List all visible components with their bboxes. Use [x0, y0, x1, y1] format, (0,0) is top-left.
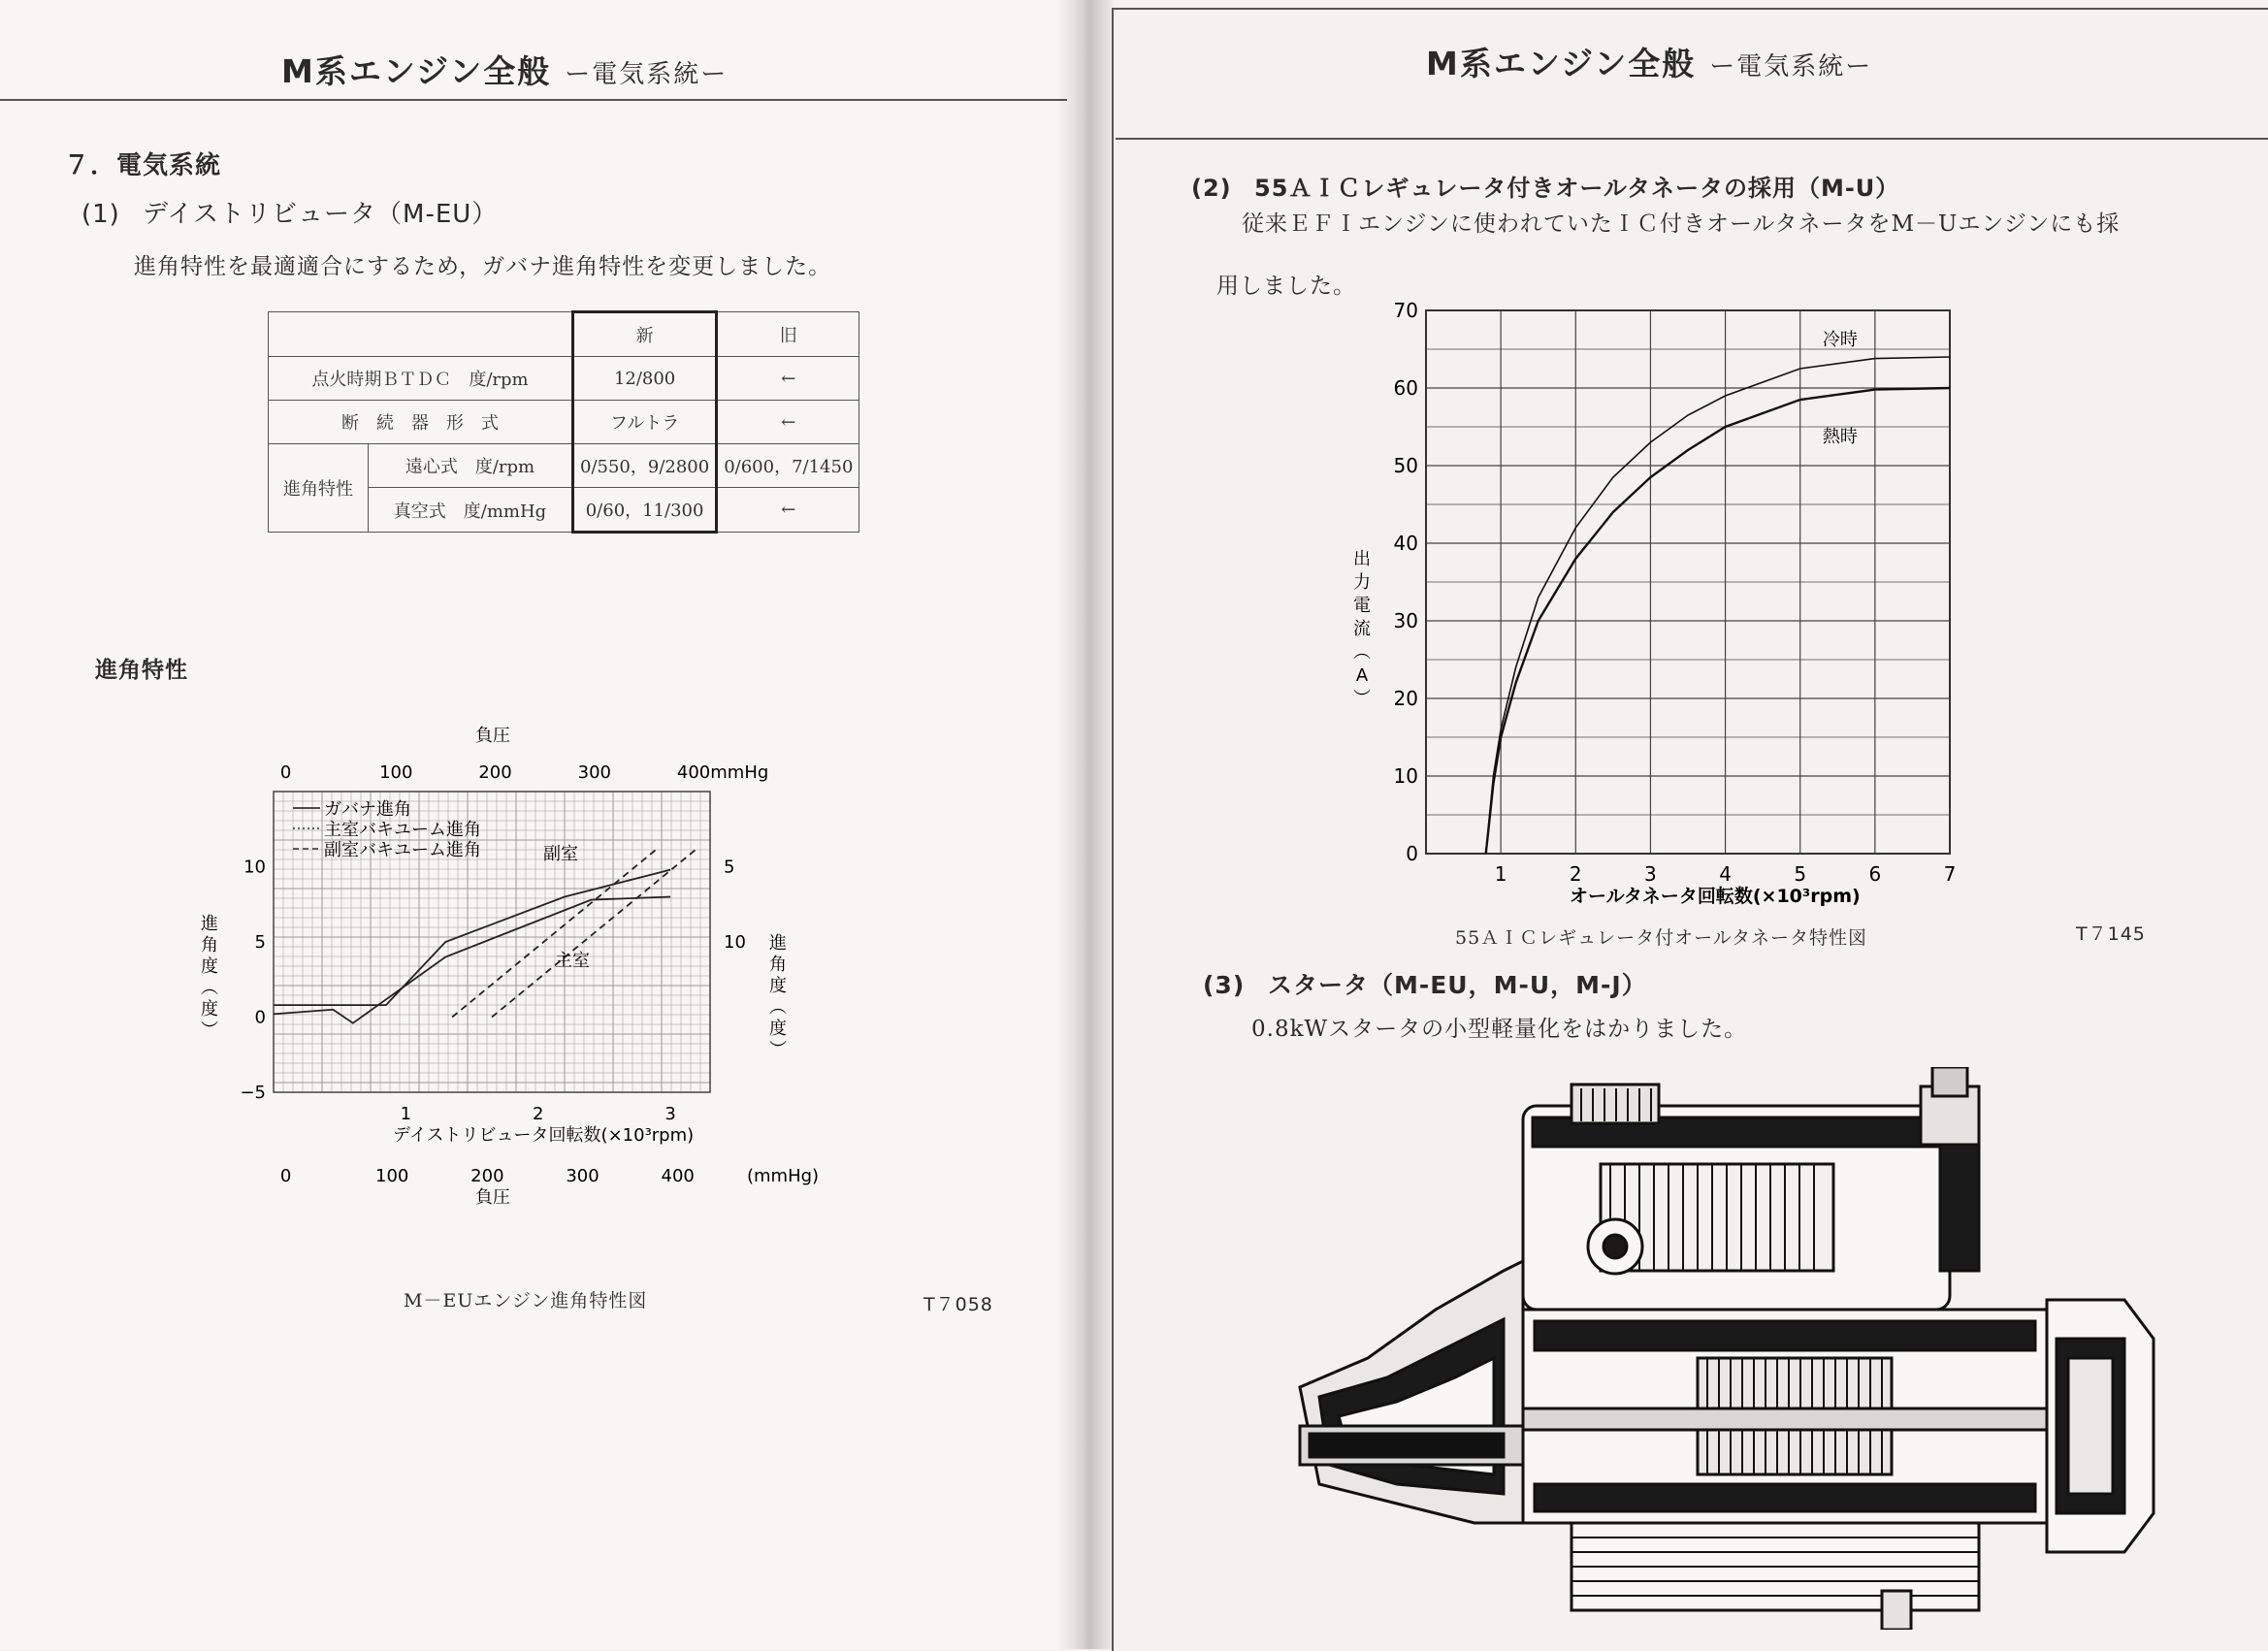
spec-table [268, 310, 859, 534]
bottom-tick-label: 0 [279, 1166, 292, 1186]
x-tick-label: 2 [1569, 862, 1582, 886]
x-tick-label: 2 [533, 1104, 544, 1124]
legend-sub-vacuum: 副室バキユーム進角 [324, 840, 481, 860]
y-left-label-vertical-char: 進 [201, 914, 218, 934]
bottom-tick-label: 200 [470, 1166, 504, 1186]
table-row [269, 401, 859, 444]
header-subtitle: ー電気系統ー [1709, 52, 1873, 81]
y-right-label-vertical-char: ︶ [769, 1040, 787, 1060]
y-tick-label: 30 [1393, 609, 1418, 632]
y-right-tick-label: 5 [724, 857, 735, 878]
cell-old: 0/600，7/1450 [717, 444, 859, 488]
y-tick-label: 10 [1393, 764, 1418, 788]
x-axis-label: デイストリビュータ回転数(×10³rpm) [393, 1125, 695, 1146]
table-row [269, 357, 859, 401]
subsection-number: (1) [81, 200, 120, 229]
x-tick-label: 6 [1868, 862, 1882, 886]
cell-old: ← [717, 488, 859, 533]
alternator-chart [1319, 301, 2095, 922]
header-title: M系エンジン全般 [281, 52, 552, 90]
header-rule [0, 99, 1067, 101]
subsection3-title: スタータ（M-EU，M-U，M-J） [1267, 971, 1647, 999]
chart-ticks [240, 762, 768, 1186]
x-tick-label: 5 [1794, 862, 1807, 886]
y-axis-label-vertical-char: 電 [1353, 596, 1371, 616]
subsection2-number: (2) [1191, 175, 1232, 202]
y-axis-label-vertical-char: ︶ [1353, 689, 1371, 709]
cell-new: フルトラ [573, 401, 717, 444]
section-title: ７．電気系統 [64, 151, 222, 180]
advance-chart [184, 718, 844, 1232]
top-tick-label: 100 [379, 762, 413, 783]
top-tick-label: 400mmHg [676, 762, 769, 783]
y-right-tick-label: 10 [724, 932, 746, 953]
row-label: 遠心式 度/rpm [369, 444, 573, 488]
top-tick-label: 200 [478, 762, 512, 783]
header-title: M系エンジン全般 [1426, 45, 1697, 82]
y-right-label-vertical-char: ︵ [769, 997, 787, 1018]
page-header [281, 47, 728, 92]
y-left-label-vertical-char: ︶ [201, 1020, 218, 1041]
top-tick-label: 300 [577, 762, 611, 783]
y-tick-label: 0 [1406, 842, 1418, 865]
subsection-heading [81, 194, 498, 230]
x-tick-label: 7 [1943, 862, 1957, 886]
x-tick-label: 1 [400, 1104, 412, 1124]
series-label-0: 冷時 [1822, 330, 1858, 350]
y-left-label-vertical [201, 914, 218, 1041]
y-left-label-vertical-char: ︵ [201, 978, 218, 998]
col-header-old: 旧 [717, 312, 859, 357]
y-left-label-vertical-char: 度 [201, 999, 218, 1020]
chart-grid [1426, 310, 1950, 854]
annotation-main-chamber: 主室 [555, 951, 590, 971]
y-axis-label-vertical-char: 流 [1353, 619, 1371, 639]
subsection2-title: 55ＡＩＣレギュレータ付きオールタネータの採用（M-U） [1254, 175, 1900, 202]
y-right-label-vertical-char: 角 [769, 955, 787, 975]
annotation-sub-chamber: 副室 [543, 844, 578, 864]
y-left-tick-label: 5 [254, 932, 266, 953]
x-tick-label: 1 [1494, 862, 1507, 886]
bottom-axis2-label: 負圧 [475, 1187, 510, 1208]
y-right-label-vertical-char: 度 [769, 976, 787, 996]
header-rule [1116, 138, 2268, 140]
right-page [1077, 0, 2268, 1649]
row-group-label: 進角特性 [269, 444, 369, 533]
table-row [269, 444, 859, 488]
y-axis-label-vertical-char: A [1355, 665, 1369, 686]
chart-caption: 55ＡＩＣレギュレータ付オールタネータ特性図 [1455, 927, 1868, 949]
y-right-label-vertical [769, 933, 787, 1060]
y-right-label-vertical-char: 進 [769, 933, 787, 954]
x-tick-label: 3 [1644, 862, 1657, 886]
y-left-label-vertical-char: 角 [201, 935, 218, 955]
bottom-tick-label: 400 [661, 1166, 695, 1186]
x-tick-label: 3 [664, 1104, 676, 1124]
cell-new: 12/800 [573, 357, 717, 401]
bottom-axis2-unit: (mmHg) [747, 1166, 820, 1186]
legend-governor: ガバナ進角 [324, 799, 411, 820]
header-subtitle: ー電気系統ー [565, 60, 729, 89]
y-left-label-vertical-char: 度 [201, 956, 218, 977]
row-label: 断 続 器 形 式 [269, 401, 573, 444]
page-header [1426, 39, 1872, 84]
y-left-tick-label: 0 [254, 1007, 266, 1028]
y-tick-label: 40 [1393, 532, 1418, 555]
left-page [0, 0, 1077, 1649]
subsection2-text-line2: 用しました。 [1216, 274, 1356, 299]
cell-old: ← [717, 401, 859, 444]
subsection2-text-line1: 従来ＥＦＩエンジンに使われていたＩＣ付きオールタネータをM－Uエンジンにも採 [1242, 211, 2121, 237]
y-axis-label-vertical-char: 出 [1353, 549, 1371, 569]
top-tick-label: 0 [279, 762, 292, 783]
graph-title: 進角特性 [95, 658, 188, 683]
chart-series [1486, 330, 1950, 854]
row-label: 真空式 度/mmHg [369, 488, 573, 533]
chart-code: T７145 [2076, 923, 2146, 945]
col-header-new: 新 [573, 312, 717, 357]
series-line-1 [274, 897, 670, 1023]
y-axis-label-vertical-char: 力 [1353, 572, 1371, 593]
description: 進角特性を最適適合にするため，ガバナ進角特性を変更しました。 [134, 254, 832, 279]
y-tick-label: 50 [1393, 454, 1418, 477]
legend-main-vacuum: 主室バキユーム進角 [324, 820, 481, 840]
y-tick-label: 60 [1393, 376, 1418, 400]
series-line-3 [492, 849, 697, 1018]
x-axis-label: オールタネータ回転数(×10³rpm) [1570, 886, 1861, 907]
starter-cutaway-illustration [1280, 1067, 2212, 1630]
table-row [269, 312, 859, 357]
x-tick-label: 4 [1719, 862, 1732, 886]
y-right-label-vertical-char: 度 [769, 1019, 787, 1039]
bottom-tick-label: 100 [375, 1166, 409, 1186]
subsection3-text: 0.8kWスタータの小型軽量化をはかりました。 [1251, 1017, 1748, 1042]
subsection2-heading [1191, 169, 1899, 203]
chart-caption: M－EUエンジン進角特性図 [404, 1290, 648, 1311]
subsection-title: デイストリビュータ（M-EU） [143, 200, 499, 229]
top-axis-label: 負圧 [475, 726, 510, 746]
y-left-tick-label: 10 [243, 857, 266, 878]
y-left-tick-label: −5 [240, 1083, 266, 1103]
subsection3-heading [1203, 966, 1647, 1001]
series-label-1: 熱時 [1822, 427, 1858, 447]
chart-series [274, 849, 697, 1023]
cell-new: 0/550，9/2800 [573, 444, 717, 488]
cell-old: ← [717, 357, 859, 401]
cell-new: 0/60，11/300 [573, 488, 717, 533]
chart-legend [293, 799, 481, 860]
bottom-tick-label: 300 [566, 1166, 599, 1186]
y-tick-label: 70 [1393, 301, 1418, 322]
chart-code: T７058 [923, 1294, 993, 1315]
y-tick-label: 20 [1393, 687, 1418, 710]
y-axis-label-vertical [1353, 549, 1371, 709]
row-label: 点火時期ＢＴＤＣ 度/rpm [269, 357, 573, 401]
subsection3-number: (3) [1203, 971, 1246, 999]
y-axis-label-vertical-char: ︵ [1353, 642, 1371, 663]
